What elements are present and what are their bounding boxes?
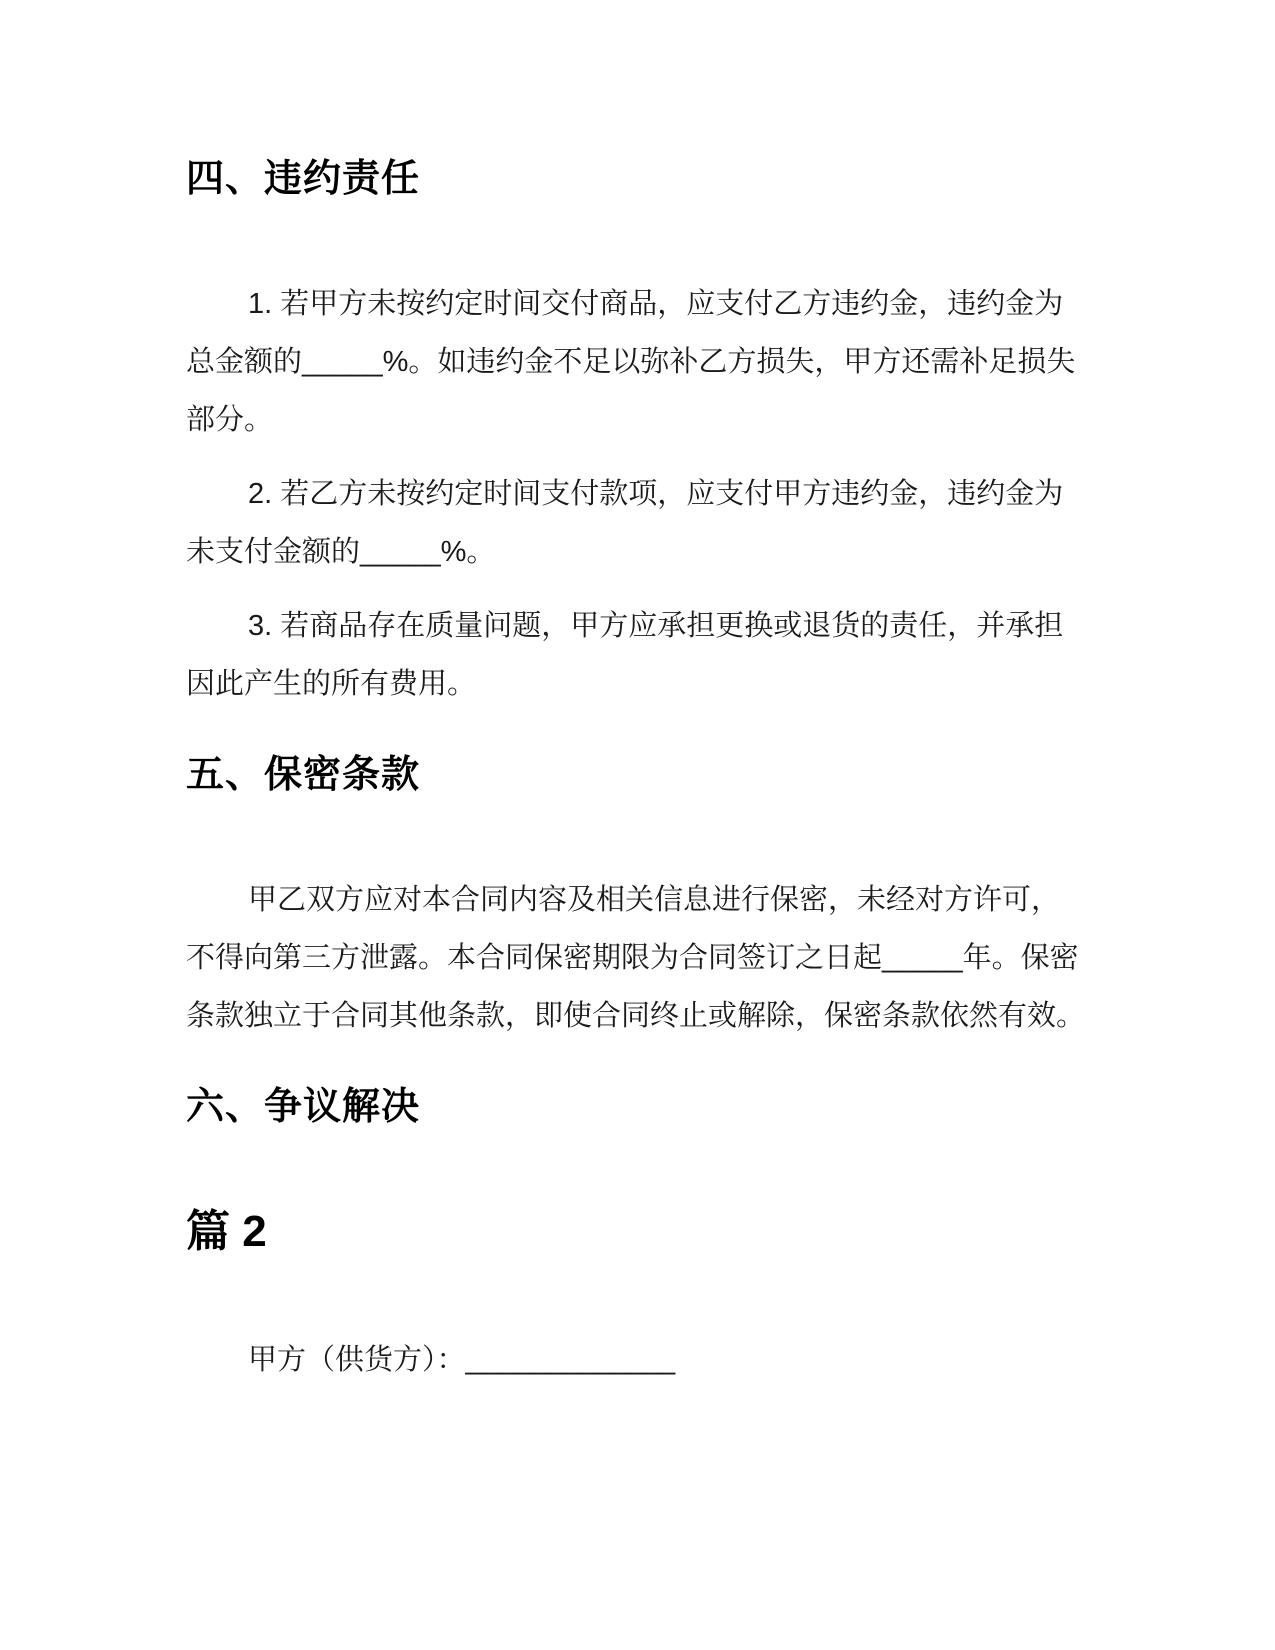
paragraph-breach-1: 1. 若甲方未按约定时间交付商品，应支付乙方违约金，违约金为总金额的_____%。如违约金不足以弥补乙方损失，甲方还需补足损失部分。: [186, 288, 1076, 436]
document-content: [186, 0, 1086, 1405]
heading-confidentiality: 五、保密条款: [186, 754, 421, 796]
party-a-supplier-line: 甲方（供货方）：_____________: [248, 1344, 676, 1376]
paragraph-breach-2: 2. 若乙方未按约定时间支付款项，应支付甲方违约金，违约金为未支付金额的_____%。: [186, 478, 1064, 568]
chapter-2-title: 篇 2: [186, 1207, 267, 1256]
paragraph-confidentiality: 甲乙双方应对本合同内容及相关信息进行保密，未经对方许可，不得向第三方泄露。本合同保密期限为合同签订之日起_____年。保密条款独立于合同其他条款，即使合同终止或解除，保密条款依然有效。: [186, 884, 1086, 1032]
heading-breach-liability: 四、违约责任: [186, 158, 421, 200]
heading-dispute-resolution: 六、争议解决: [186, 1086, 421, 1128]
paragraph-breach-3: 3. 若商品存在质量问题，甲方应承担更换或退货的责任，并承担因此产生的所有费用。: [186, 610, 1064, 700]
